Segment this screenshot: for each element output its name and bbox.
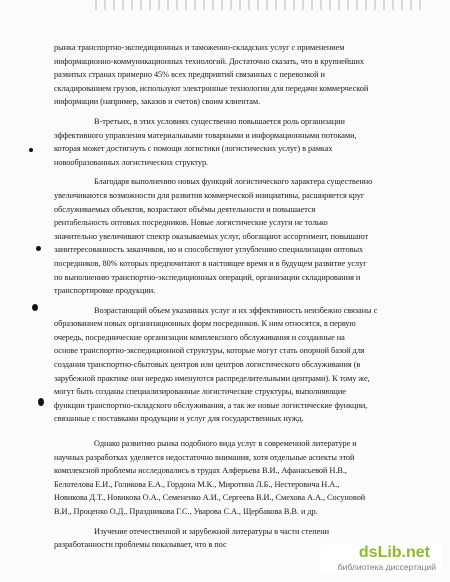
- text-line: В.И., Проценко О.Д., Праздникова Г.С., Уварова С.А., Щербакова В.В. и др.: [54, 507, 318, 516]
- text-line: по выполнению транспортно-экспедиционных операций, организации складирования и: [54, 272, 361, 282]
- watermark-subtitle: библиотека диссертаций: [337, 562, 436, 572]
- text-line: могут быть созданы специализированные логистические структуры, выполняющие: [54, 387, 346, 397]
- text-line: создания транспортно-сбытовых центров или центров логистического обслуживания (в: [54, 360, 361, 370]
- text-line: информации (например, заказов и счетов) своим клиентам.: [54, 97, 261, 107]
- text-line: очередь, посреднические организации комплексного обслуживания и созданные на: [54, 332, 345, 342]
- paragraph-5: [54, 437, 410, 519]
- text-line: образованием новых организационных форм посредников. К ним относятся, в первую: [54, 319, 356, 329]
- text-line: разработанности проблемы показывает, что в пос: [54, 540, 227, 550]
- text-line: складированием грузов, используют электронные технологии для передачи коммерческой: [54, 83, 369, 93]
- text-line: комплексной проблемы исследовались в трудах Алферьева В.И., Афанасьевой Н.В.,: [54, 466, 347, 476]
- document-body: [54, 41, 410, 552]
- scan-artifact-mark: [36, 246, 41, 251]
- paragraph-3: [54, 175, 410, 297]
- text-line: Благодаря выполнению новых функций логистического характера существенно: [94, 177, 373, 187]
- text-line: обслуживаемых объектов, возрастают объёмы деятельности и повышается: [54, 204, 316, 214]
- text-line: увеличиваются возможности для развития коммерческой инициативы, расширяется круг: [54, 190, 365, 200]
- text-line: основе транспортно-экспедиционной структуры, которые могут стать опорной базой для: [54, 346, 365, 356]
- text-line: новообразованных логистических структур.: [54, 157, 209, 167]
- text-line: Белотелова Е.И., Голикова Е.А., Гордона М.К., Миротина Л.Б., Нестеровича Н.А.,: [54, 479, 340, 489]
- scan-artifact-mark: [38, 398, 44, 406]
- text-line: заинтересованность заказчиков, но и способствуют углублению специализации оптовых: [54, 245, 364, 255]
- text-line: посредников, 80% которых предпочитают в настоящее время и в будущем развитие услуг: [54, 258, 367, 268]
- text-line: Возрастающий объем указанных услуг и их эффективность неизбежно связаны с: [94, 305, 378, 315]
- text-line: В-третьих, в этих условиях существенно повышается роль организации: [94, 116, 345, 126]
- text-line: эффективного управления материальными товарными и информационными потоками,: [54, 130, 357, 140]
- scan-artifact-mark: [32, 304, 38, 311]
- text-line: зарубежной практике они нередко именуются распределительными центрами). К тому же,: [54, 373, 370, 383]
- text-line: Однако развитию рынка подобного вида услуг в современной литературе и: [94, 439, 357, 449]
- watermark: [320, 544, 442, 574]
- text-line: связанные с поставками продукции и услуг для государственных нужд.: [54, 414, 304, 424]
- text-line: Новикова Д.Т., Новикова О.А., Семененко А.И., Сергеева В.И., Смехова А.А., Сосуновой: [54, 493, 366, 503]
- text-line: развитых странах примерно 45% всех предприятий связанных с перевозкой и: [54, 70, 325, 80]
- scan-artifact-mark: [29, 148, 33, 152]
- text-line: Изучение отечественной и зарубежной литературы в части степени: [94, 526, 330, 536]
- paragraph-1: [54, 41, 410, 109]
- text-line: функции транспортно-складского обслуживания, а так же новые логистические функции,: [54, 400, 368, 410]
- text-line: рентабельность оптовых посредников. Новые логистические услуги не только: [54, 218, 328, 228]
- watermark-logo: dsLib.net: [358, 544, 430, 561]
- text-line: которая может достигнуть с помощи логистики (логистических услуг) в рамках: [54, 144, 333, 154]
- text-line: значительно увеличивают спектр оказываемых услуг, обогащают ассортимент, повышают: [54, 231, 369, 241]
- text-line: научных разработках уделяется недостаточно внимания, хотя отдельные аспекты этой: [54, 452, 355, 462]
- paragraph-4: [54, 304, 410, 426]
- paragraph-2: [54, 115, 410, 169]
- text-line: транспортировке продукции.: [54, 286, 156, 296]
- text-line: информационно-коммуникационных технологий. Достаточно сказать, что в крупнейших: [54, 56, 364, 66]
- scan-artifact-top: [95, 0, 425, 10]
- text-line: рынка транспортно-экспедиционных и таможенно-складских услуг с применением: [54, 43, 345, 52]
